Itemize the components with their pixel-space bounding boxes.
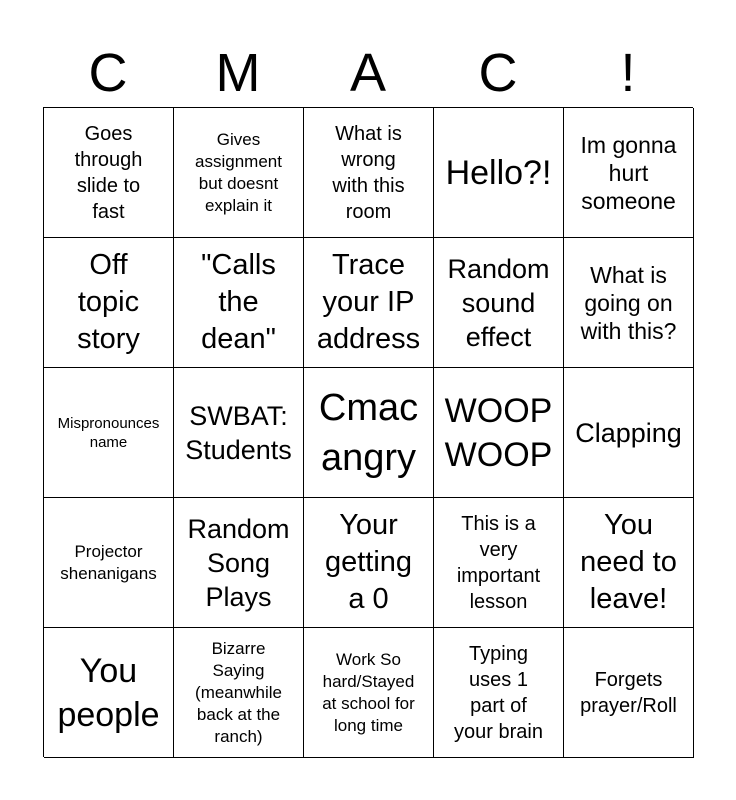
cell-text: You need to leave!: [580, 509, 677, 615]
cell-text: Random Song Plays: [187, 513, 290, 612]
bingo-cell-2-2[interactable]: [304, 368, 434, 498]
bingo-cell-3-2[interactable]: [304, 498, 434, 628]
bingo-cell-4-1[interactable]: [174, 628, 304, 758]
cell-text: Mispronounces name: [57, 414, 160, 451]
cell-text: Your getting a 0: [324, 509, 413, 615]
bingo-cell-1-4[interactable]: [564, 238, 694, 368]
cell-text: SWBAT: Students: [185, 400, 292, 465]
bingo-cell-4-3[interactable]: [434, 628, 564, 758]
bingo-cell-1-3[interactable]: [434, 238, 564, 368]
cell-text: Forgets prayer/Roll: [580, 668, 677, 717]
bingo-cell-3-1[interactable]: [174, 498, 304, 628]
cell-text: Clapping: [575, 417, 682, 448]
cell-text: Random sound effect: [447, 253, 550, 352]
bingo-cell-0-2[interactable]: [304, 108, 434, 238]
cell-text: WOOP WOOP: [444, 391, 553, 474]
bingo-cell-0-0[interactable]: [44, 108, 174, 238]
header-letter-m: M: [215, 43, 261, 103]
cell-text: What is going on with this?: [580, 261, 677, 344]
bingo-cell-1-0[interactable]: [44, 238, 174, 368]
cell-text: Cmac angry: [318, 386, 419, 479]
bingo-cell-3-4[interactable]: [564, 498, 694, 628]
cell-text: "Calls the dean": [201, 249, 276, 355]
cell-text: Projector shenanigans: [60, 541, 157, 583]
bingo-cell-4-4[interactable]: [564, 628, 694, 758]
cell-text: Im gonna hurt someone: [580, 131, 677, 214]
header-letter-exclaim: !: [620, 43, 636, 103]
bingo-cell-3-0[interactable]: [44, 498, 174, 628]
cell-text: Bizarre Saying (meanwhile back at the ranch): [195, 638, 282, 746]
cell-text: Off topic story: [77, 249, 140, 355]
bingo-cell-2-0[interactable]: [44, 368, 174, 498]
cell-text: Trace your IP address: [316, 249, 421, 355]
cell-text: Work So hard/Stayed at school for long time: [322, 649, 415, 735]
cell-text: You people: [57, 651, 160, 734]
bingo-cell-0-4[interactable]: [564, 108, 694, 238]
header-letter-a: A: [349, 43, 387, 103]
bingo-cell-3-3[interactable]: [434, 498, 564, 628]
bingo-cell-1-1[interactable]: [174, 238, 304, 368]
cell-text: What is wrong with this room: [332, 122, 405, 223]
bingo-cell-4-2[interactable]: [304, 628, 434, 758]
cell-text: Typing uses 1 part of your brain: [454, 642, 543, 743]
cell-text: Gives assignment but doesnt explain it: [195, 129, 282, 215]
bingo-cell-0-1[interactable]: [174, 108, 304, 238]
bingo-header: [43, 40, 693, 106]
cell-text: Hello?!: [445, 153, 552, 192]
bingo-cell-4-0[interactable]: [44, 628, 174, 758]
cell-text: This is a very important lesson: [456, 512, 541, 613]
bingo-cell-2-3[interactable]: [434, 368, 564, 498]
header-letter-c: C: [88, 43, 128, 103]
header-letter-c2: C: [478, 43, 518, 103]
bingo-grid: [43, 107, 693, 757]
bingo-cell-2-4[interactable]: [564, 368, 694, 498]
cell-text: Goes through slide to fast: [74, 122, 143, 223]
bingo-cell-0-3[interactable]: [434, 108, 564, 238]
bingo-cell-2-1[interactable]: [174, 368, 304, 498]
bingo-cell-1-2[interactable]: [304, 238, 434, 368]
